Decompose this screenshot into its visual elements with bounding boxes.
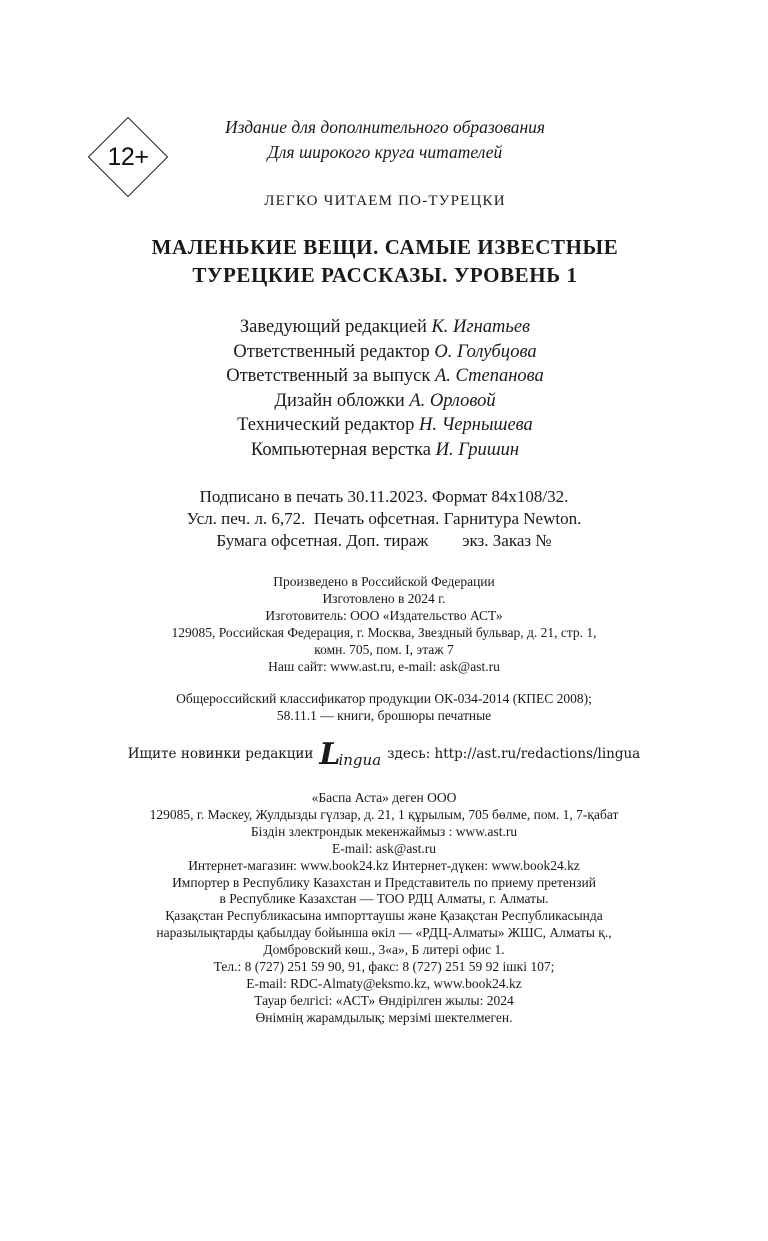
- kz-line: E-mail: RDC-Almaty@eksmo.kz, www.book24.kz: [246, 975, 522, 991]
- credit-item: [115, 389, 655, 414]
- producer-line: Изготовлено в 2024 г.: [322, 591, 446, 606]
- credit-name: К. Игнатьев: [431, 317, 531, 337]
- credit-name: И. Гришин: [435, 439, 520, 460]
- producer-line: комн. 705, пом. I, этаж 7: [314, 642, 454, 657]
- kz-line: «Баспа Аста» деген ООО: [311, 790, 457, 805]
- edition-line: Издание для дополнительного образования: [224, 117, 546, 137]
- kz-line: Импортер в Республику Казахстан и Представитель по приему претензий: [172, 874, 596, 890]
- credits-list: [115, 315, 655, 462]
- credit-name: Н. Чернышева: [418, 415, 533, 435]
- credit-role: Ответственный редактор: [233, 341, 430, 362]
- book-title: [115, 233, 655, 289]
- series-name: ЛЕГКО ЧИТАЕМ ПО-ТУРЕЦКИ: [264, 193, 506, 209]
- print-info-line: Подписано в печать 30.11.2023. Формат 84x108/32.: [199, 487, 569, 506]
- title-line-1: МАЛЕНЬКИЕ ВЕЩИ. САМЫЕ ИЗВЕСТНЫЕ: [151, 235, 619, 259]
- kz-line: Тауар белгісі: «АСТ» Өндірілген жылы: 2024: [254, 992, 514, 1008]
- audience-line: Для широкого круга читателей: [267, 142, 503, 162]
- lingua-promo: [60, 736, 708, 772]
- credit-role: Технический редактор: [237, 415, 415, 435]
- credit-item: [115, 315, 655, 340]
- credit-name: А. Степанова: [434, 366, 544, 386]
- title-line-2: ТУРЕЦКИЕ РАССКАЗЫ. УРОВЕНЬ 1: [192, 263, 578, 287]
- producer-line: Изготовитель: ООО «Издательство АСТ»: [265, 608, 503, 623]
- credit-item: [115, 413, 655, 438]
- product-classifier: [60, 690, 708, 724]
- age-rating-text: 12+: [107, 142, 149, 171]
- kz-line: Өнімнің жарамдылық; мерзімі шектелмеген.: [255, 1009, 513, 1025]
- kz-line: Тел.: 8 (727) 251 59 90, 91, факс: 8 (727) 251 59 92 ішкі 107;: [213, 959, 555, 975]
- credit-role: Дизайн обложки: [274, 390, 405, 411]
- kz-line: Қазақстан Республикасына импорттаушы және Қазақстан Республикасында: [165, 908, 603, 924]
- classifier-line: 58.11.1 — книги, брошюры печатные: [276, 708, 492, 723]
- kz-line: в Республике Казахстан — ТОО РДЦ Алматы, г. Алматы.: [219, 891, 549, 907]
- credit-item: [115, 340, 655, 365]
- print-info: [60, 486, 708, 552]
- kz-line: наразылықтарды қабылдау бойынша өкіл — «РДЦ-Алматы» ЖШС, Алматы қ.,: [156, 925, 612, 941]
- producer-line: Произведено в Российской Федерации: [273, 574, 495, 589]
- kz-line: E-mail: ask@ast.ru: [332, 840, 436, 856]
- kz-line: Біздін злектрондык мекенжаймыз : www.ast.ru: [250, 823, 518, 839]
- producer-info: [60, 573, 708, 675]
- credit-role: Компьютерная верстка: [250, 439, 431, 460]
- kazakhstan-info: [60, 790, 708, 1027]
- producer-line: 129085, Российская Федерация, г. Москва, Звездный бульвар, д. 21, стр. 1,: [171, 625, 597, 640]
- producer-line: Наш сайт: www.ast.ru, e-mail: ask@ast.ru: [268, 659, 500, 674]
- print-info-line: Бумага офсетная. Доп. тираж экз. Заказ №: [216, 531, 552, 550]
- lingua-logo-icon: L ingua: [319, 737, 382, 772]
- credit-item: [115, 364, 655, 389]
- lingua-prefix: Ищите новинки редакции: [127, 746, 314, 762]
- credit-role: Заведующий редакцией: [239, 317, 427, 337]
- kz-line: Интернет-магазин: www.book24.kz Интернет-дүкен: www.book24.kz: [188, 857, 580, 873]
- credit-role: Ответственный за выпуск: [226, 366, 431, 386]
- credit-item: [115, 438, 655, 463]
- kz-line: Домбровский көш., 3«а», Б литерi офис 1.: [263, 942, 505, 958]
- classifier-line: Общероссийский классификатор продукции ОК-034-2014 (КПЕС 2008);: [176, 691, 592, 706]
- print-info-line: Усл. печ. л. 6,72. Печать офсетная. Гарнитура Newton.: [186, 509, 582, 528]
- edition-notice: [115, 115, 655, 165]
- credit-name: О. Голубцова: [434, 341, 537, 362]
- lingua-link[interactable]: здесь: http://ast.ru/redactions/lingua: [387, 746, 641, 762]
- credit-name: А. Орловой: [409, 390, 496, 411]
- kz-line: 129085, г. Мәскеу, Жулдызды гүлзар, д. 21, 1 құрылым, 705 бөлме, пом. 1, 7-қабат: [149, 806, 619, 822]
